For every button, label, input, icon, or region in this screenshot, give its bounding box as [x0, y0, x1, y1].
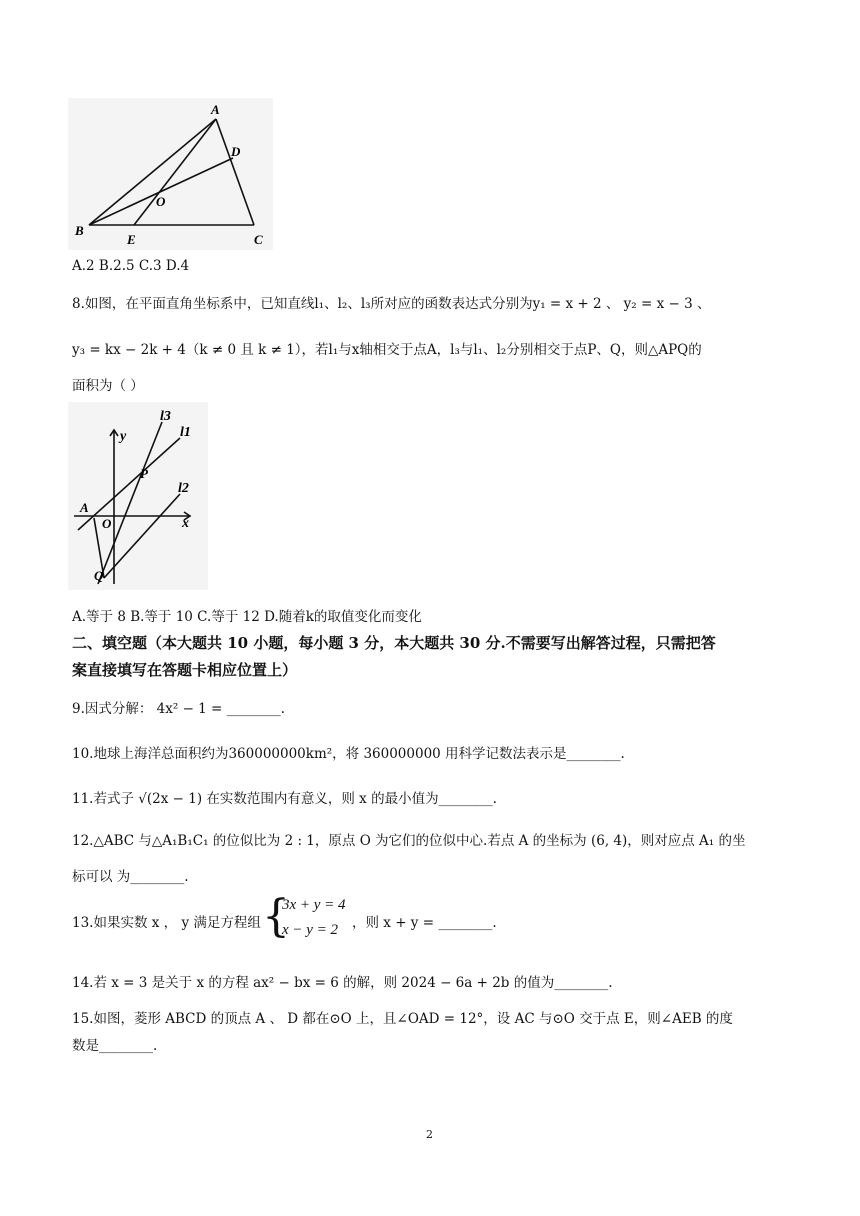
q8-line1: 8.如图，在平面直角坐标系中，已知直线l₁、l₂、l₃所对应的函数表达式分别为y₁ = x + 2 、 y₂ = x − 3 、 — [72, 296, 711, 312]
q13-suffix: ，则 x + y = ________. — [352, 915, 497, 931]
q10: 10.地球上海洋总面积约为360000000km²，将 360000000 用科学记数法表示是________. — [72, 746, 625, 762]
label-b: B — [75, 223, 84, 238]
q12-line1: 12.△ABC 与△A₁B₁C₁ 的位似比为 2 : 1，原点 O 为它们的位似中心.若点 A 的坐标为 (6, 4)，则对应点 A₁ 的坐 — [72, 833, 746, 849]
section2-heading-line1: 二、填空题（本大题共 10 小题，每小题 3 分，本大题共 30 分.不需要写出解答过程，只需把答 — [72, 634, 716, 652]
label-a2: A — [80, 500, 89, 515]
q13-eq2: x − y = 2 — [282, 922, 339, 938]
q15-line2: 数是________. — [72, 1038, 158, 1054]
label-e: E — [127, 232, 136, 247]
label-p: P — [140, 466, 148, 481]
q7-options: A.2 B.2.5 C.3 D.4 — [72, 258, 190, 274]
label-a: A — [211, 102, 220, 117]
q13-prefix: 13.如果实数 x ， y 满足方程组 — [72, 915, 261, 931]
label-l1: l1 — [180, 425, 191, 440]
q11: 11.若式子 √(2x − 1) 在实数范围内有意义，则 x 的最小值为________. — [72, 791, 497, 807]
equation-brace: { — [262, 891, 290, 942]
triangle-figure — [68, 98, 273, 250]
label-d: D — [231, 144, 241, 159]
q8-line3: 面积为（ ） — [72, 378, 144, 394]
q14: 14.若 x = 3 是关于 x 的方程 ax² − bx = 6 的解，则 2024 − 6a + 2b 的值为________. — [72, 975, 613, 991]
label-o: O — [156, 194, 166, 209]
label-c: C — [254, 232, 263, 247]
page-number: 2 — [426, 1128, 433, 1141]
label-l3: l3 — [160, 409, 171, 424]
label-o2: O — [102, 516, 112, 531]
label-l2: l2 — [178, 481, 189, 496]
q12-line2: 标可以 为________. — [72, 869, 189, 885]
section2-heading-line2: 案直接填写在答题卡相应位置上） — [72, 661, 298, 679]
label-x: x — [182, 516, 189, 531]
q8-options: A.等于 8 B.等于 10 C.等于 12 D.随着k的取值变化而变化 — [72, 609, 422, 625]
q8-line2: y₃ = kx − 2k + 4（k ≠ 0 且 k ≠ 1），若l₁与x轴相交于点A，l₃与l₁、l₂分别相交于点P、Q，则△APQ的 — [72, 342, 702, 358]
q15-line1: 15.如图，菱形 ABCD 的顶点 A 、 D 都在⊙O 上，且∠OAD = 12°，设 AC 与⊙O 交于点 E，则∠AEB 的度 — [72, 1011, 733, 1027]
label-y: y — [120, 429, 127, 444]
coordinate-figure — [68, 402, 208, 590]
q13-eq1: 3x + y = 4 — [282, 897, 346, 913]
q9: 9.因式分解： 4x² − 1 = ________. — [72, 701, 285, 717]
label-q: Q — [94, 568, 104, 583]
